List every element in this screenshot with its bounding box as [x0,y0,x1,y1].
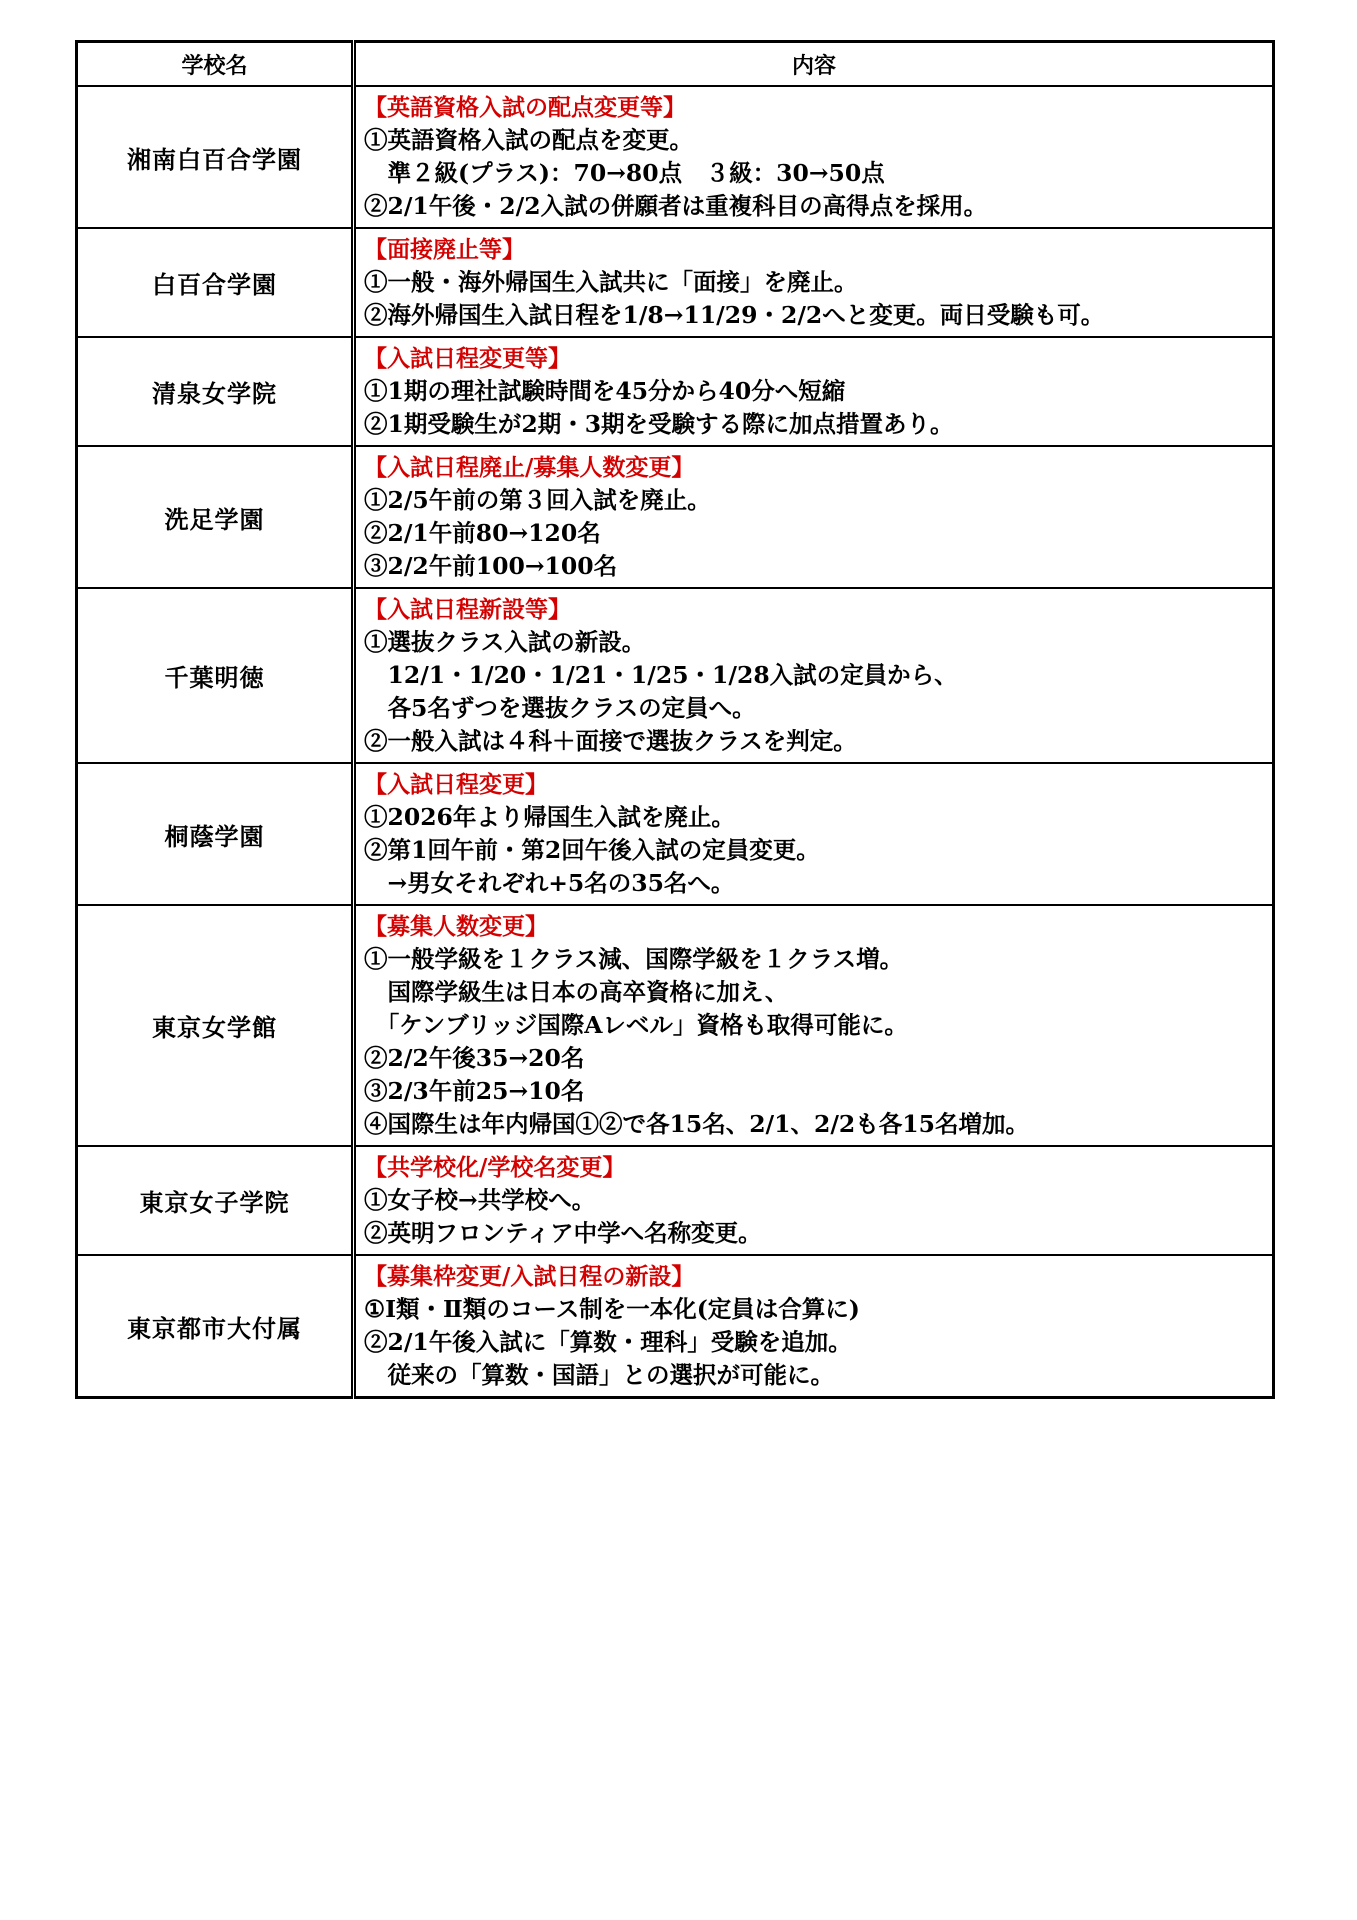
content-cell [354,1146,1274,1255]
change-line: ②第1回午前・第2回午後入試の定員変更。 [364,836,820,864]
school-name: 桐蔭学園 [77,763,354,905]
content-cell [354,905,1274,1146]
change-line: ③2/3午前25→10名 [364,1077,585,1105]
content-cell [354,1255,1274,1398]
change-line: 「ケンブリッジ国際Aレベル」資格も取得可能に。 [364,1011,908,1039]
change-line: 各5名ずつを選抜クラスの定員へ。 [364,694,756,722]
change-line: ②2/1午前80→120名 [364,519,601,547]
change-line: ④国際生は年内帰国①②で各15名、2/1、2/2も各15名増加。 [364,1110,1029,1138]
content-cell [354,763,1274,905]
change-line: 準２級(プラス)：70→80点 ３級：30→50点 [364,159,885,187]
table-row [77,446,1274,588]
school-name: 清泉女学院 [77,337,354,446]
change-title: 【入試日程新設等】 [364,596,571,623]
change-line: ①2026年より帰国生入試を廃止。 [364,803,735,831]
content-cell [354,446,1274,588]
school-name: 東京都市大付属 [77,1255,354,1398]
table-row [77,228,1274,337]
content-cell [354,337,1274,446]
school-changes-table [75,40,1275,1399]
change-line: ①Ⅰ類・Ⅱ類のコース制を一本化(定員は合算に) [364,1295,860,1323]
table-row [77,763,1274,905]
change-line: ②英明フロンティア中学へ名称変更。 [364,1219,762,1247]
change-line: ①選抜クラス入試の新設。 [364,628,646,656]
change-line: ①一般・海外帰国生入試共に「面接」を廃止。 [364,268,858,296]
school-name: 白百合学園 [77,228,354,337]
school-name: 東京女子学院 [77,1146,354,1255]
change-line: ②海外帰国生入試日程を1/8→11/29・2/2へと変更。両日受験も可。 [364,301,1105,329]
change-line: ①2/5午前の第３回入試を廃止。 [364,486,711,514]
change-title: 【面接廃止等】 [364,236,525,263]
change-title: 【共学校化/学校名変更】 [364,1154,626,1181]
school-name: 湘南白百合学園 [77,86,354,228]
table-row [77,337,1274,446]
change-line: ①1期の理社試験時間を45分から40分へ短縮 [364,377,846,405]
change-line: ①女子校→共学校へ。 [364,1186,596,1214]
content-cell [354,86,1274,228]
change-title: 【入試日程変更等】 [364,345,571,372]
change-line: ③2/2午前100→100名 [364,552,618,580]
change-title: 【英語資格入試の配点変更等】 [364,94,686,121]
table-row [77,86,1274,228]
change-line: ②2/2午後35→20名 [364,1044,585,1072]
change-line: ②2/1午後・2/2入試の併願者は重複科目の高得点を採用。 [364,192,988,220]
change-line: ②1期受験生が2期・3期を受験する際に加点措置あり。 [364,410,954,438]
table-row [77,588,1274,763]
school-name: 洗足学園 [77,446,354,588]
change-title: 【入試日程廃止/募集人数変更】 [364,454,695,481]
change-line: ②2/1午後入試に「算数・理科」受験を追加。 [364,1328,852,1356]
content-cell [354,228,1274,337]
content-cell [354,588,1274,763]
change-line: ①英語資格入試の配点を変更。 [364,126,693,154]
change-title: 【募集人数変更】 [364,913,548,940]
header-content: 内容 [354,42,1274,87]
table-header-row [77,42,1274,87]
table-row [77,1255,1274,1398]
change-line: 従来の「算数・国語」との選択が可能に。 [364,1361,834,1389]
school-name: 東京女学館 [77,905,354,1146]
change-line: →男女それぞれ+5名の35名へ。 [364,869,735,897]
change-title: 【入試日程変更】 [364,771,548,798]
change-line: ①一般学級を１クラス減、国際学級を１クラス増。 [364,945,904,973]
change-line: 12/1・1/20・1/21・1/25・1/28入試の定員から、 [364,661,958,689]
table-row [77,905,1274,1146]
school-name: 千葉明徳 [77,588,354,763]
change-title: 【募集枠変更/入試日程の新設】 [364,1263,695,1290]
change-line: ②一般入試は４科＋面接で選抜クラスを判定。 [364,727,857,755]
table-row [77,1146,1274,1255]
header-school-name: 学校名 [77,42,354,87]
change-line: 国際学級生は日本の高卒資格に加え、 [364,978,789,1006]
